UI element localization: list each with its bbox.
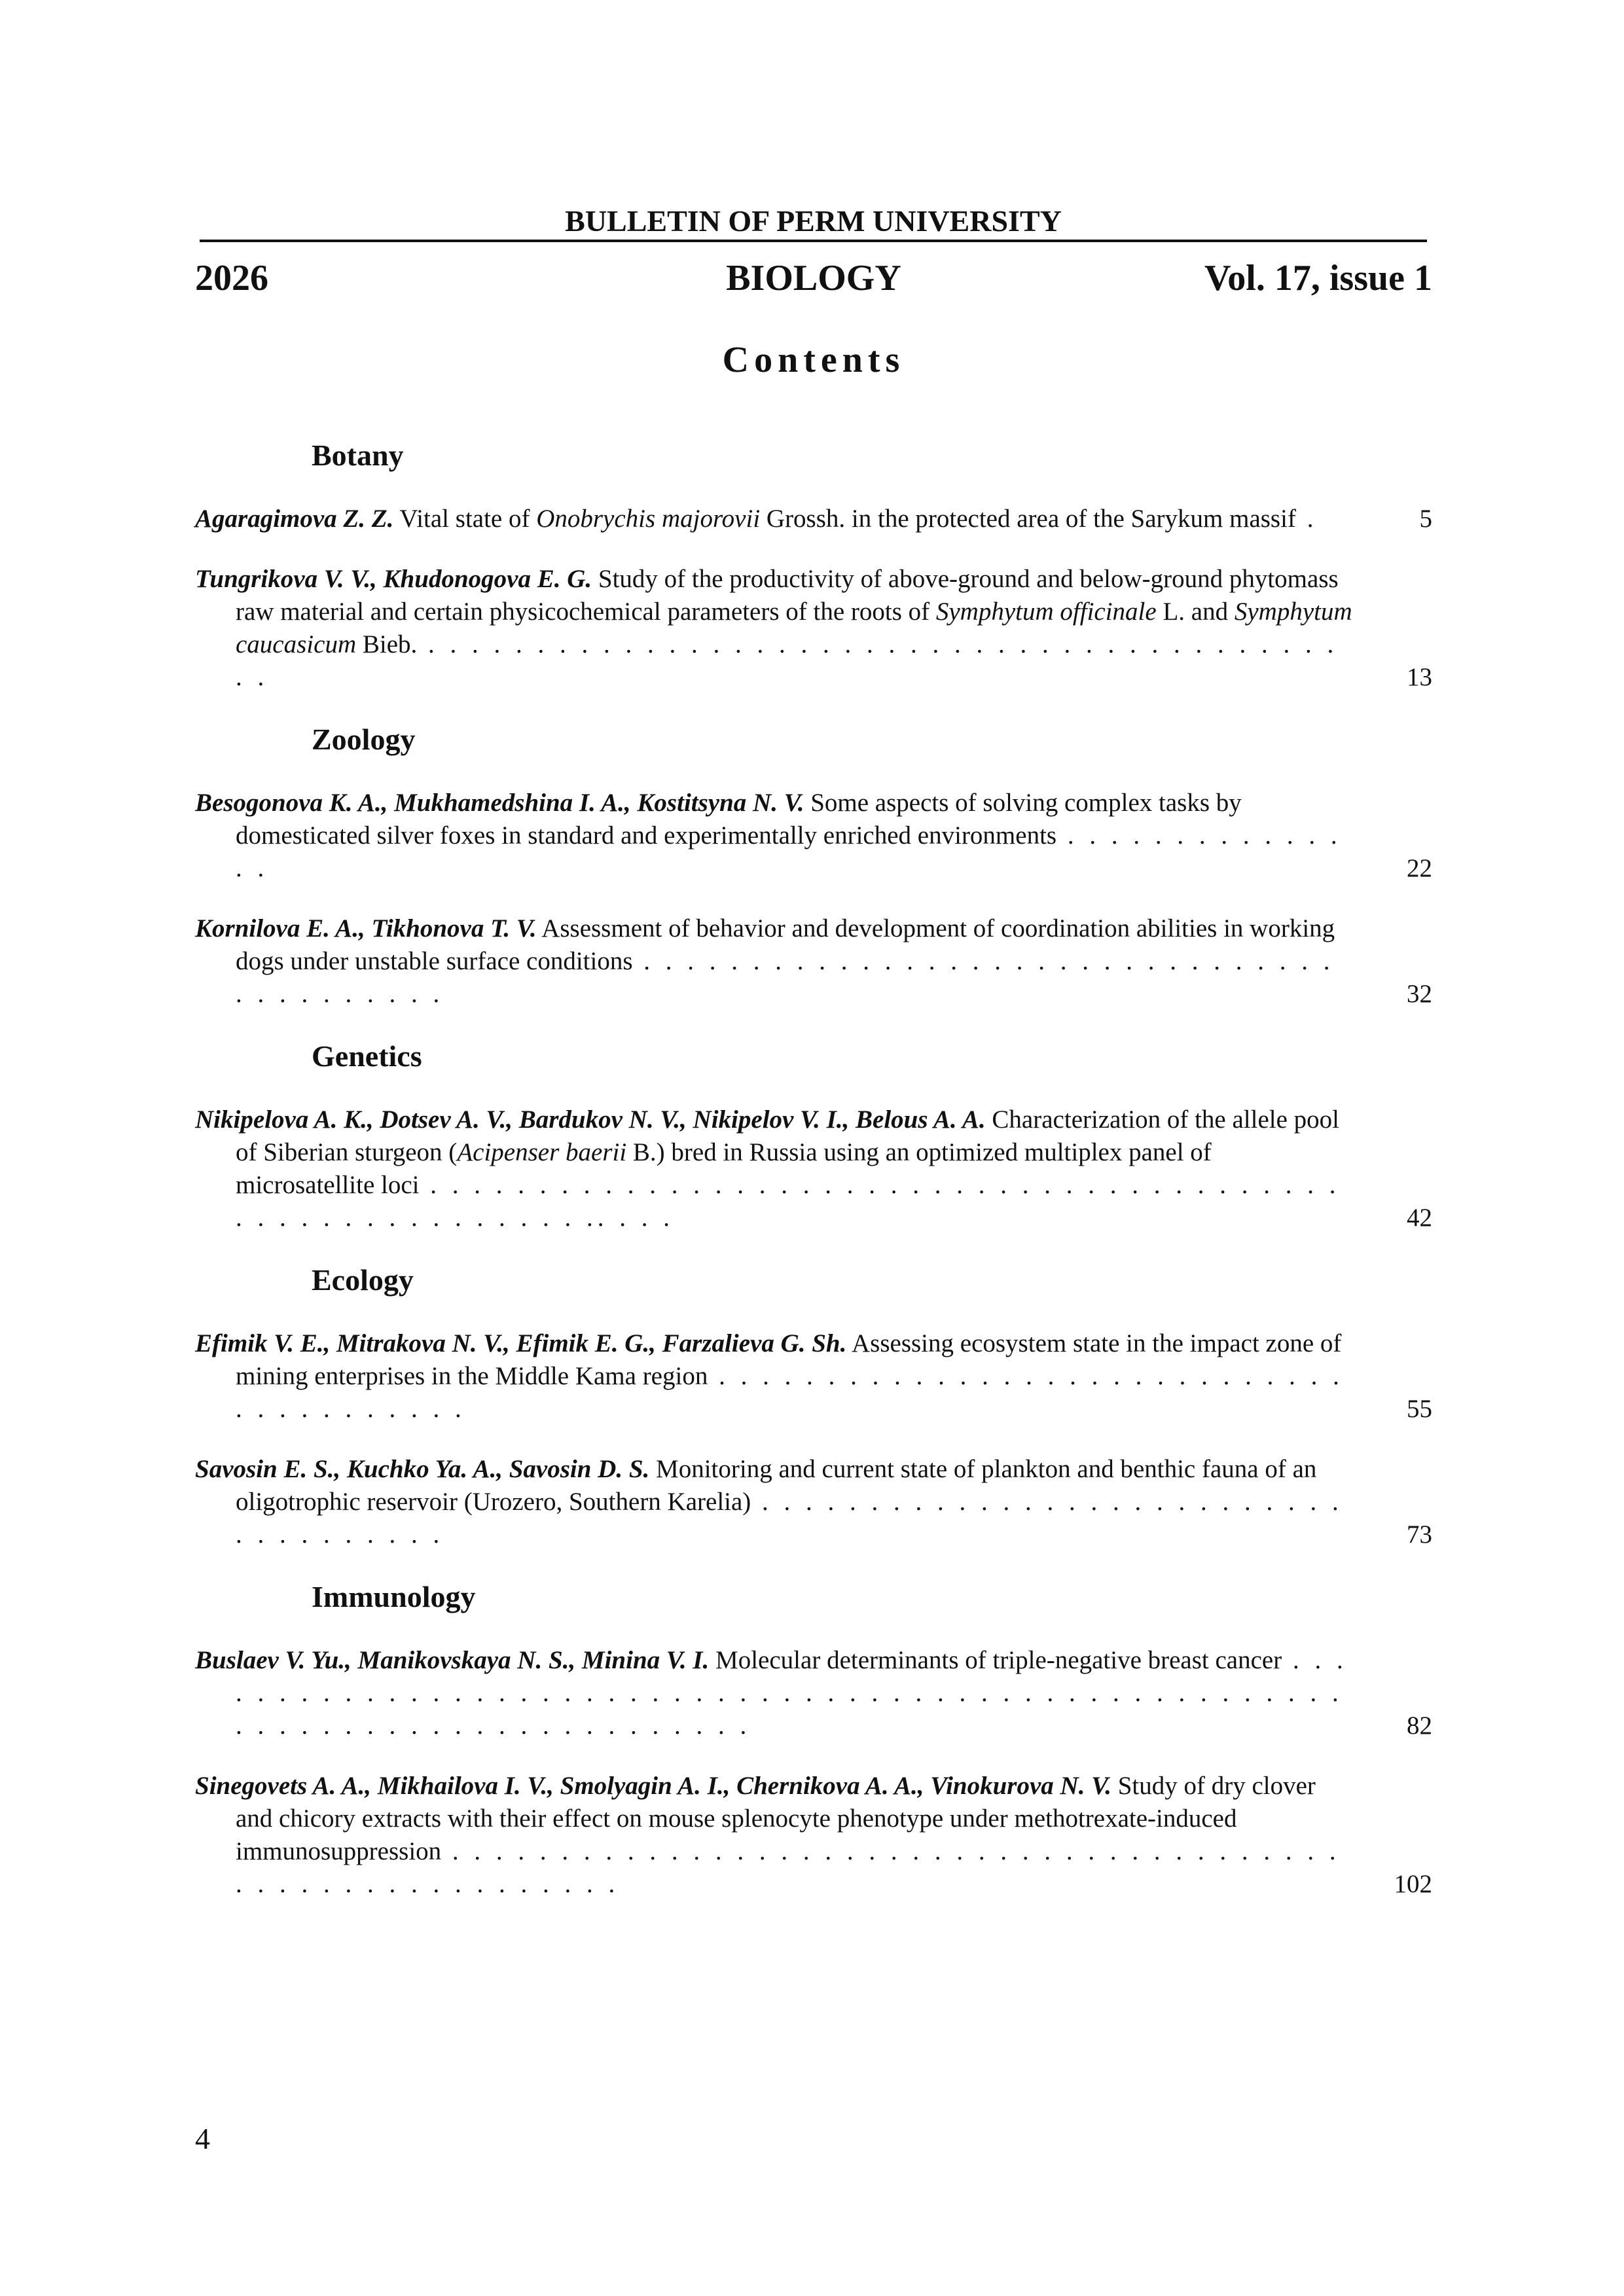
header-rule [200, 240, 1427, 242]
toc-entry[interactable] [195, 563, 1432, 694]
dot-leader: . . . . . . . . . . . . . . . . . . . . . . . . . . . . . . . . . . . . . . . . . . [236, 947, 1335, 1008]
toc-entry[interactable] [195, 912, 1432, 1011]
entry-title: Some aspects of solving complex tasks by domesticated silver foxes in standard and experimentally enriched environments [236, 789, 1242, 850]
page-number: 4 [195, 2122, 210, 2155]
entry-text [195, 787, 1354, 885]
entry-text [195, 1770, 1354, 1901]
entry-title: B.) bred in Russia using an optimized multiplex panel of microsatellite loci [236, 1138, 1212, 1199]
dot-leader: . . . . . . . . . . . . . . . . . . . . . . . . . . . . . . . . . . . . . . . . . . . . . . . . . . . . . . . . . . . [236, 1837, 1341, 1898]
entry-authors: Besogonova K. A., Mukhamedshina I. A., Kostitsyna N. V. [195, 789, 804, 817]
toc-entry[interactable] [195, 1103, 1432, 1234]
entry-text [195, 1327, 1354, 1426]
toc-entry[interactable] [195, 1453, 1432, 1551]
issue-subject: BIOLOGY [726, 258, 901, 298]
section-heading: Botany [312, 439, 404, 472]
entry-title: Study of the productivity of above-ground and below-ground phytomass raw material and certain physicochemical parameters of the roots of [236, 565, 1339, 626]
entry-title: Bieb. [356, 630, 418, 658]
entry-authors: Efimik V. E., Mitrakova N. V., Efimik E. G., Farzalieva G. Sh. [195, 1329, 847, 1357]
entry-title: Assessing ecosystem state in the impact zone of mining enterprises in the Middle Kama region [236, 1329, 1342, 1390]
journal-title: BULLETIN OF PERM UNIVERSITY [565, 204, 1062, 238]
issue-year: 2026 [195, 258, 268, 298]
entry-title: Monitoring and current state of plankton and benthic fauna of an oligotrophic reservoir (Urozero, Southern Karelia) [236, 1455, 1317, 1516]
entry-title: Molecular determinants of triple-negative breast cancer [709, 1646, 1282, 1674]
table-of-contents [195, 432, 1432, 1928]
entry-page-number: 32 [1407, 980, 1432, 1008]
toc-entry[interactable] [195, 1770, 1432, 1901]
entry-title: Assessment of behavior and development of coordination abilities in working dogs under unstable surface conditions [236, 914, 1335, 975]
dot-leader: . . . . . . . . . . . . . . . . . . . . . . . . . . . . . . . . . . . . . . . . . . . . . . . . . . . . . . . . . . . . . . . . . . . . . . . . . . . . . . [236, 1646, 1348, 1740]
entry-authors: Tungrikova V. V., Khudonogova E. G. [195, 565, 592, 593]
dot-leader: . . . . . . . . . . . . . . . . . . . . . . . . . . . . . . . . . . . . . . . . . . . . . . . . . . . . . . . . . . .. . . . [236, 1171, 1341, 1232]
section-heading: Zoology [312, 723, 416, 756]
dot-leader: . . . . . . . . . . . . . . . . . . . . . . . . . . . . . . . . . . . . . [236, 1488, 1343, 1549]
dot-leader: . . . . . . . . . . . . . . . . . . . . . . . . . . . . . . . . . . . . . . . . [236, 1362, 1344, 1423]
toc-entry[interactable] [195, 503, 1432, 535]
entry-title-species: Acipenser baerii [457, 1138, 627, 1166]
section-heading: Ecology [312, 1263, 414, 1297]
entry-page-number: 55 [1407, 1395, 1432, 1423]
section-heading: Immunology [312, 1580, 476, 1613]
entry-page-number: 42 [1407, 1204, 1432, 1232]
entry-text [195, 563, 1354, 694]
entry-authors: Nikipelova A. K., Dotsev A. V., Bardukov N. V., Nikipelov V. I., Belous A. A. [195, 1105, 986, 1134]
section-heading: Genetics [312, 1039, 422, 1073]
dot-leader: . [1295, 505, 1318, 533]
dot-leader: . . . . . . . . . . . . . . . . . . . . . . . . . . . . . . . . . . . . . . . . . . . . [236, 630, 1339, 691]
issue-volume: Vol. 17, issue 1 [1204, 258, 1432, 298]
entry-page-number: 22 [1407, 854, 1432, 882]
contents-title: Contents [722, 340, 905, 380]
entry-title: L. and [1156, 598, 1235, 626]
entry-text [195, 912, 1354, 1011]
entry-title: Characterization of the allele pool of Siberian sturgeon ( [236, 1105, 1340, 1166]
entry-title-species: Symphytum officinale [935, 598, 1157, 626]
toc-entry[interactable] [195, 1327, 1432, 1426]
entry-authors: Buslaev V. Yu., Manikovskaya N. S., Minina V. I. [195, 1646, 710, 1674]
entry-page-number: 82 [1407, 1712, 1432, 1740]
entry-title: Grossh. in the protected area of the Sarykum massif [760, 505, 1296, 533]
entry-title: Study of dry clover and chicory extracts with their effect on mouse splenocyte phenotype under methotrexate-induced immunosuppression [236, 1772, 1316, 1865]
entry-text [195, 1644, 1354, 1742]
entry-page-number: 102 [1394, 1870, 1432, 1898]
entry-page-number: 73 [1407, 1520, 1432, 1549]
entry-text [195, 1453, 1354, 1551]
entry-title: Vital state of [393, 505, 537, 533]
entry-authors: Savosin E. S., Kuchko Ya. A., Savosin D. S. [195, 1455, 650, 1483]
toc-entry[interactable] [195, 787, 1432, 885]
entry-title-species: Onobrychis majorovii [536, 505, 761, 533]
entry-text [195, 503, 1354, 535]
issue-info [195, 255, 1432, 308]
entry-page-number: 13 [1407, 663, 1432, 691]
entry-authors: Kornilova E. A., Tikhonova T. V. [195, 914, 537, 942]
entry-text [195, 1103, 1354, 1234]
dot-leader: . . . . . . . . . . . . . . . [236, 821, 1342, 882]
entry-page-number: 5 [1419, 505, 1432, 533]
entry-authors: Sinegovets A. A., Mikhailova I. V., Smolyagin A. I., Chernikova A. A., Vinokurova N. V. [195, 1772, 1111, 1800]
entry-title-species: Symphytum caucasicum [236, 598, 1352, 658]
entry-authors: Agaragimova Z. Z. [195, 505, 394, 533]
toc-entry[interactable] [195, 1644, 1432, 1742]
